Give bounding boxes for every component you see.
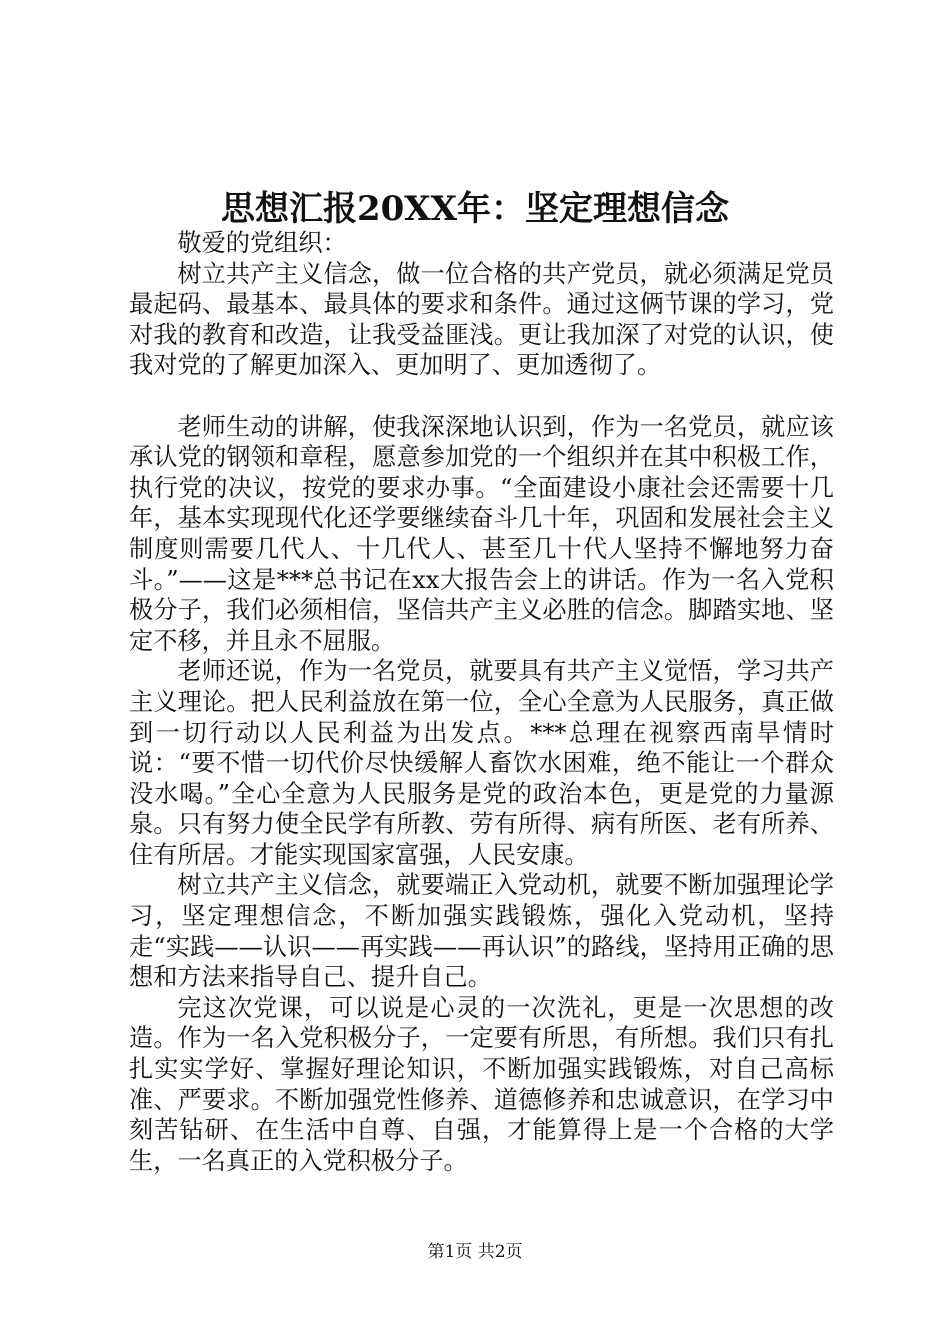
salutation: 敬爱的党组织： <box>177 229 347 257</box>
paragraph-4: 树立共产主义信念，就要端正入党动机，就要不断加强理论学习，坚定理想信念，不断加强实践锻炼，强化入党动机，坚持走“实践——认识——再实践——再认识”的路线，坚持用正确的思想和方法来指导自己、提升自己。 <box>129 871 834 992</box>
page-footer: 第1页 共2页 <box>427 1242 523 1262</box>
document-title: 思想汇报20XX年：坚定理想信念 <box>220 189 730 229</box>
paragraph-2: 老师生动的讲解，使我深深地认识到，作为一名党员，就应该承认党的钢领和章程，愿意参加党的一个组织并在其中积极工作，执行党的决议，按党的要求办事。“全面建设小康社会还需要十几年，基本实现现代化还学要继续奋斗几十年，巩固和发展社会主义制度则需要几代人、十几代人、甚至几十代人坚持不懈地努力奋斗。”——这是***总书记在xx大报告会上的讲话。作为一名入党积极分子，我们必须相信，坚信共产主义必胜的信念。脚踏实地、坚定不移，并且永不屈服。 <box>129 412 834 655</box>
paragraph-5: 完这次党课，可以说是心灵的一次洗礼，更是一次思想的改造。作为一名入党积极分子，一定要有所思，有所想。我们只有扎扎实实学好、掌握好理论知识，不断加强实践锻炼，对自己高标准、严要求。不断加强党性修养、道德修养和忠诚意识，在学习中刻苦钻研、在生活中自尊、自强，才能算得上是一个合格的大学生，一名真正的入党积极分子。 <box>129 993 834 1175</box>
paragraph-3: 老师还说，作为一名党员，就要具有共产主义觉悟，学习共产主义理论。把人民利益放在第一位，全心全意为人民服务，真正做到一切行动以人民利益为出发点。***总理在视察西南旱情时说：“要不惜一切代价尽快缓解人畜饮水困难，绝不能让一个群众没水喝。”全心全意为人民服务是党的政治本色，更是党的力量源泉。只有努力使全民学有所教、劳有所得、病有所医、老有所养、住有所居。才能实现国家富强，人民安康。 <box>129 657 834 869</box>
document-body <box>129 228 834 1176</box>
paragraph-1: 树立共产主义信念，做一位合格的共产党员，就必须满足党员最起码、最基本、最具体的要求和条件。通过这俩节课的学习，党对我的教育和改造，让我受益匪浅。更让我加深了对党的认识，使我对党的了解更加深入、更加明了、更加透彻了。 <box>129 259 834 380</box>
